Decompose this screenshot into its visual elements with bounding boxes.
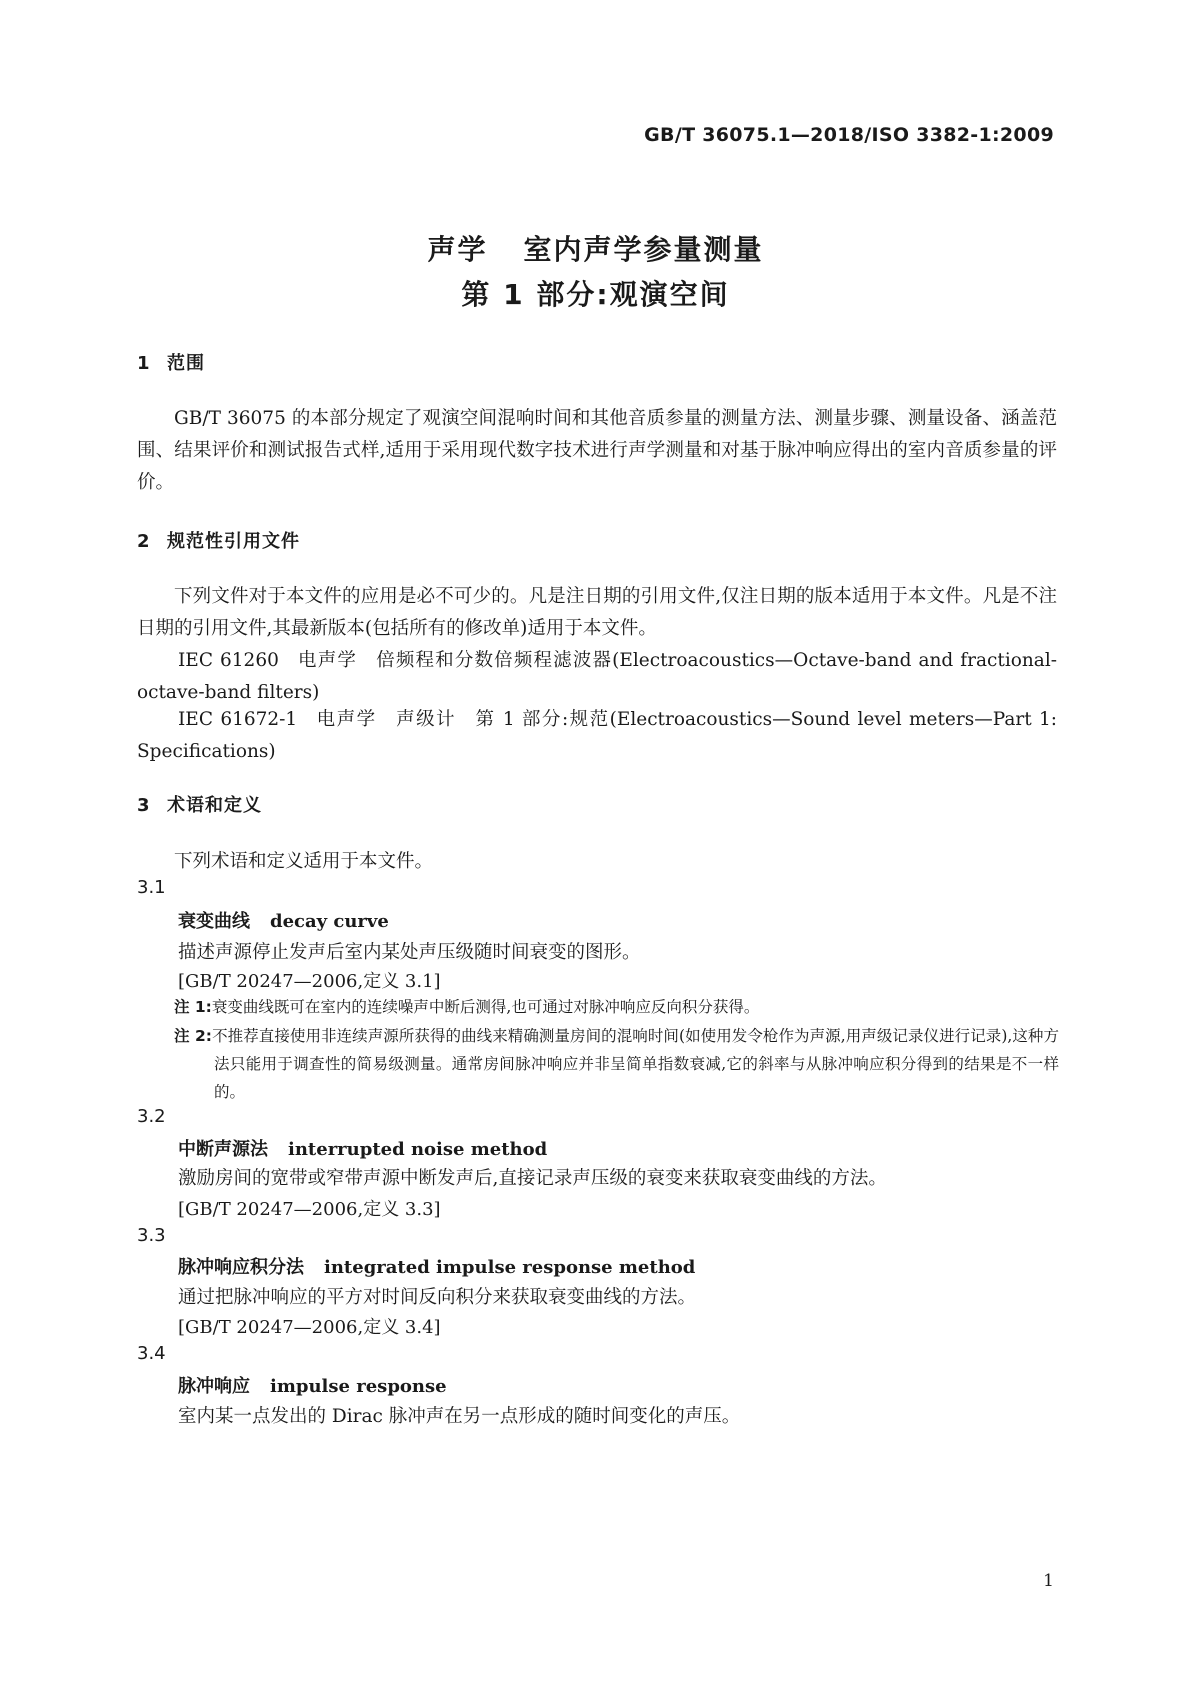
reference-item-2: [137, 704, 1057, 768]
term-3-1-note-2: [174, 1022, 1059, 1106]
ref-2-cn2: 声级计: [394, 709, 457, 730]
ref-1-cn: 电声学: [296, 650, 358, 671]
note-1-label: 注 1:: [174, 998, 212, 1016]
term-3-1-note-1: [174, 993, 1059, 1021]
section-3-title: 术语和定义: [167, 795, 262, 816]
ref-2-cn: 电声学: [315, 709, 377, 730]
clause-3-2-number: 3.2: [137, 1106, 166, 1127]
term-3-4-en: impulse response: [270, 1376, 447, 1397]
term-3-2-source: [GB/T 20247—2006,定义 3.3]: [178, 1199, 441, 1220]
ref-2-cn3: 第 1 部分:规范: [474, 709, 610, 730]
term-3-3-source: [GB/T 20247—2006,定义 3.4]: [178, 1317, 441, 1338]
section-2-heading: [137, 527, 300, 553]
term-3-1-cn: 衰变曲线: [178, 911, 250, 932]
term-3-4-cn: 脉冲响应: [178, 1376, 250, 1397]
section-1-text: GB/T 36075 的本部分规定了观演空间混响时间和其他音质参量的测量方法、测量步骤、测量设备、涵盖范围、结果评价和测试报告式样,适用于采用现代数字技术进行声学测量和对基于脉冲响应得出的室内音质参量的评价。: [137, 408, 1057, 493]
reference-item-1: [137, 645, 1057, 709]
title-part-a: 声学: [427, 233, 488, 266]
term-3-1: [178, 907, 389, 933]
section-1-title: 范围: [167, 353, 205, 374]
section-3-intro: 下列术语和定义适用于本文件。: [174, 851, 434, 872]
title-part-b: 室内声学参量测量: [523, 233, 764, 266]
term-3-2-en: interrupted noise method: [288, 1139, 548, 1160]
ref-1-en: (Electroacoustics—Octave-band and fractional-octave-band filters): [137, 650, 1057, 703]
clause-3-3-number: 3.3: [137, 1225, 166, 1246]
document-title-line-2: 第 1 部分:观演空间: [461, 278, 730, 311]
section-1-number: 1: [137, 353, 151, 374]
standard-number: GB/T 36075.1—2018/ISO 3382-1:2009: [644, 124, 1054, 146]
ref-2-en: (Electroacoustics—Sound level meters—Part 1: Specifications): [137, 709, 1057, 762]
note-1-text: 衰变曲线既可在室内的连续噪声中断后测得,也可通过对脉冲响应反向积分获得。: [211, 998, 760, 1016]
term-3-3-definition: 通过把脉冲响应的平方对时间反向积分来获取衰变曲线的方法。: [178, 1287, 697, 1308]
page-number: 1: [1043, 1571, 1054, 1591]
ref-1-cn2: 倍频程和分数倍频程滤波器: [375, 650, 613, 671]
term-3-4: [178, 1372, 447, 1398]
section-1-heading: [137, 349, 205, 375]
note-2-text: 不推荐直接使用非连续声源所获得的曲线来精确测量房间的混响时间(如使用发令枪作为声源,用声级记录仪进行记录),这种方法只能用于调查性的简易级测量。通常房间脉冲响应并非呈简单指数衰减,它的斜率与从脉冲响应积分得到的结果是不一样的。: [212, 1027, 1059, 1101]
term-3-2-definition: 激励房间的宽带或窄带声源中断发声后,直接记录声压级的衰变来获取衰变曲线的方法。: [178, 1168, 887, 1189]
term-3-4-definition: 室内某一点发出的 Dirac 脉冲声在另一点形成的随时间变化的声压。: [178, 1406, 741, 1427]
term-3-3-cn: 脉冲响应积分法: [178, 1257, 304, 1278]
ref-1-code: IEC 61260: [178, 650, 279, 671]
term-3-2: [178, 1135, 547, 1161]
term-3-1-en: decay curve: [270, 911, 389, 932]
document-title-line-1: [0, 228, 1191, 268]
ref-2-code: IEC 61672-1: [178, 709, 298, 730]
term-3-3: [178, 1253, 695, 1279]
clause-3-1-number: 3.1: [137, 877, 166, 898]
section-2-text: 下列文件对于本文件的应用是必不可少的。凡是注日期的引用文件,仅注日期的版本适用于本文件。凡是不注日期的引用文件,其最新版本(包括所有的修改单)适用于本文件。: [137, 586, 1057, 639]
section-3-number: 3: [137, 795, 151, 816]
term-3-1-source: [GB/T 20247—2006,定义 3.1]: [178, 971, 441, 992]
note-2-label: 注 2:: [174, 1027, 213, 1045]
section-2-number: 2: [137, 531, 151, 552]
term-3-3-en: integrated impulse response method: [324, 1257, 696, 1278]
term-3-2-cn: 中断声源法: [178, 1139, 268, 1160]
section-2-title: 规范性引用文件: [167, 531, 300, 552]
section-3-heading: [137, 791, 262, 817]
term-3-1-definition: 描述声源停止发声后室内某处声压级随时间衰变的图形。: [178, 942, 641, 963]
clause-3-4-number: 3.4: [137, 1343, 166, 1364]
